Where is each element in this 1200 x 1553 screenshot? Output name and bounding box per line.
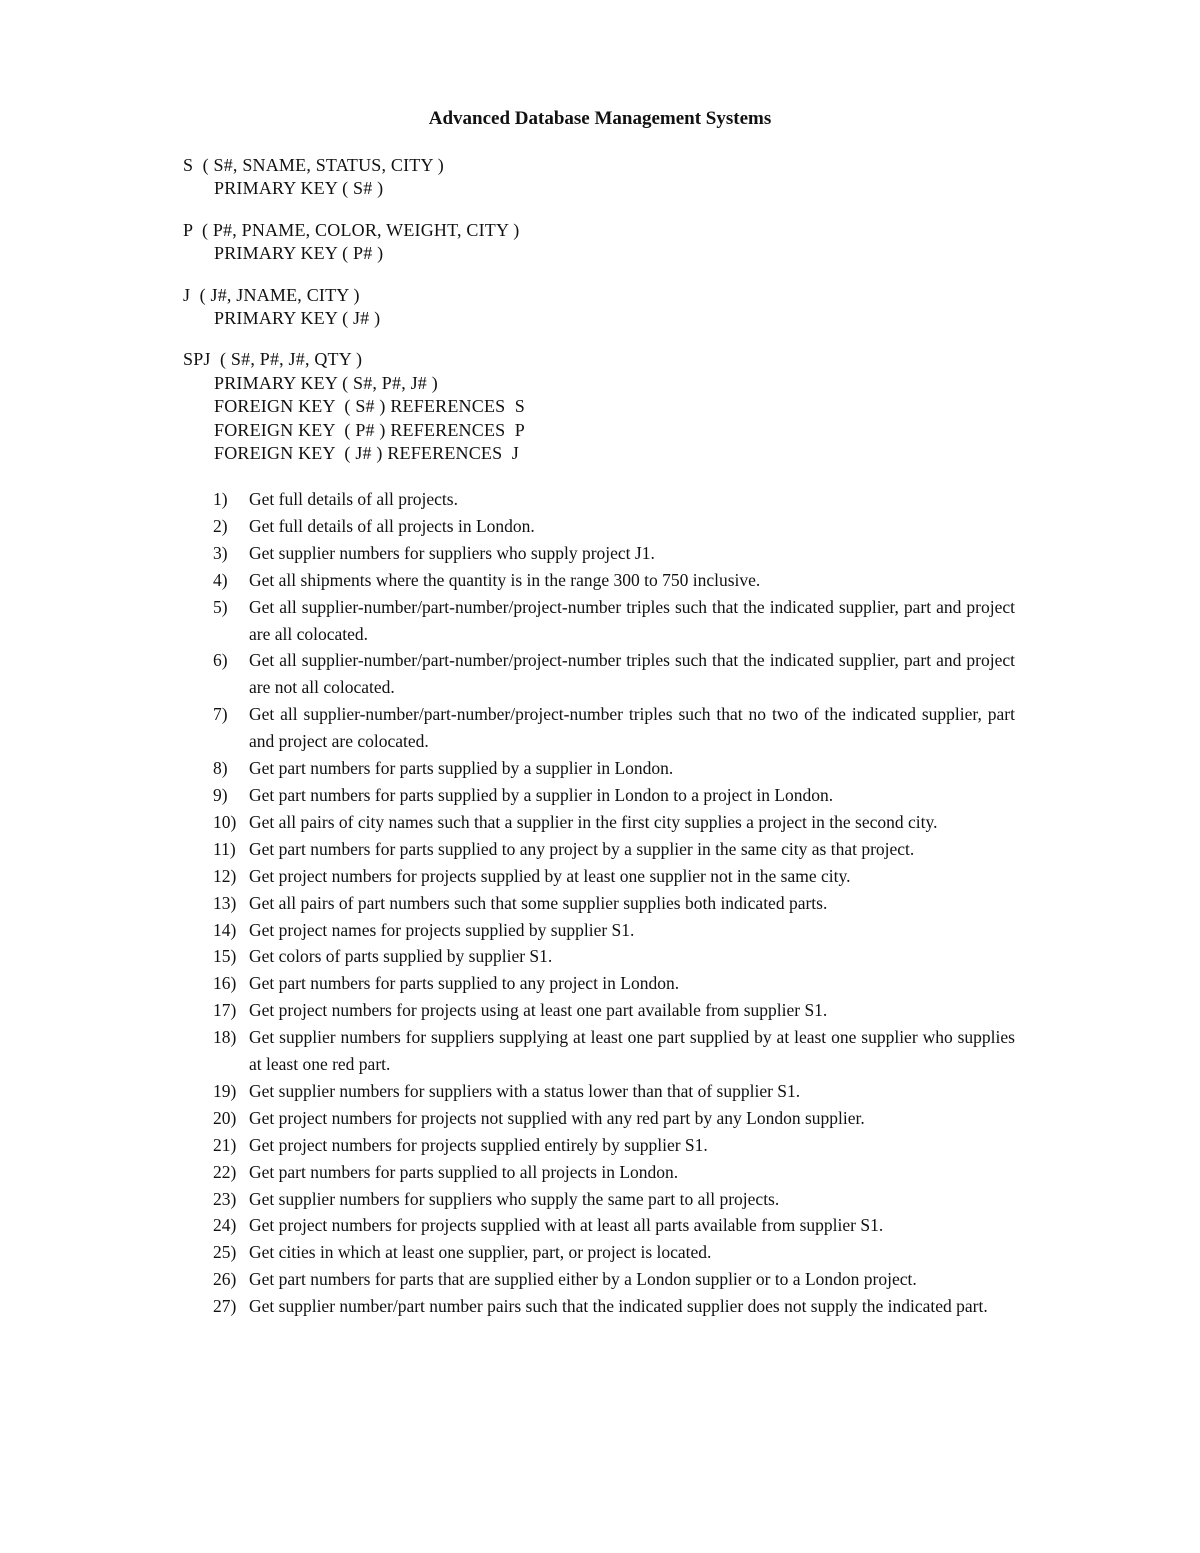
question-text: Get full details of all projects in London.: [249, 515, 535, 536]
question-item: [213, 997, 1015, 1024]
question-number: 25): [213, 1242, 237, 1263]
question-text: Get supplier numbers for suppliers supplying at least one part supplied by at least one supplier who supplies at least one red part.: [249, 1027, 1015, 1075]
relation-block: [183, 219, 883, 266]
question-number: 23): [213, 1188, 237, 1209]
question-text: Get full details of all projects.: [249, 489, 458, 509]
question-number: 9): [213, 784, 228, 805]
question-item: [213, 513, 1015, 540]
key-constraint: PRIMARY KEY ( S#, P#, J# ): [214, 372, 438, 393]
question-text: Get supplier numbers for suppliers who supply project J1.: [249, 542, 655, 563]
question-number: 16): [213, 973, 237, 994]
question-text: Get colors of parts supplied by supplier S1.: [249, 946, 553, 967]
schema-definitions: [183, 154, 883, 483]
question-item: [213, 1239, 1015, 1266]
key-constraint: FOREIGN KEY ( P# ) REFERENCES P: [214, 419, 525, 440]
relation-header: SPJ ( S#, P#, J#, QTY ): [183, 349, 363, 370]
question-item: [213, 836, 1015, 863]
key-constraint: FOREIGN KEY ( S# ) REFERENCES S: [214, 396, 525, 417]
relation-header: S ( S#, SNAME, STATUS, CITY ): [183, 155, 444, 175]
question-number: 8): [213, 758, 228, 779]
question-number: 19): [213, 1080, 237, 1101]
question-number: 11): [213, 838, 236, 859]
question-number: 5): [213, 596, 228, 617]
question-number: 13): [213, 892, 237, 913]
relation-header: P ( P#, PNAME, COLOR, WEIGHT, CITY ): [183, 219, 520, 240]
question-number: 7): [213, 704, 228, 725]
question-text: Get supplier numbers for suppliers who supply the same part to all projects.: [249, 1188, 780, 1209]
question-item: [213, 917, 1015, 944]
question-item: [213, 1293, 1015, 1320]
relation-header: J ( J#, JNAME, CITY ): [183, 284, 360, 305]
relation-block: [183, 348, 883, 465]
question-number: 14): [213, 919, 237, 940]
question-number: 4): [213, 569, 228, 590]
key-constraint: FOREIGN KEY ( J# ) REFERENCES J: [214, 442, 519, 463]
question-number: 12): [213, 865, 237, 886]
question-text: Get all supplier-number/part-number/project-number triples such that the indicated supplier, part and project are all colocated.: [249, 596, 1015, 644]
question-text: Get part numbers for parts supplied to any project by a supplier in the same city as that project.: [249, 838, 915, 859]
question-text: Get all shipments where the quantity is in the range 300 to 750 inclusive.: [249, 569, 761, 590]
question-text: Get all pairs of part numbers such that some supplier supplies both indicated parts.: [249, 892, 828, 913]
question-item: [213, 594, 1015, 648]
question-number: 24): [213, 1215, 237, 1236]
question-number: 3): [213, 542, 228, 563]
question-item: [213, 863, 1015, 890]
question-text: Get part numbers for parts supplied by a supplier in London.: [249, 758, 674, 779]
relation-block: [183, 284, 883, 331]
question-item: [213, 1266, 1015, 1293]
question-item: [213, 701, 1015, 755]
question-number: 26): [213, 1269, 237, 1290]
question-text: Get project numbers for projects supplied entirely by supplier S1.: [249, 1134, 708, 1155]
key-constraint: PRIMARY KEY ( J# ): [214, 307, 381, 328]
relation-block: [183, 154, 883, 201]
question-item: [213, 647, 1015, 701]
question-item: [213, 782, 1015, 809]
question-item: [213, 486, 1015, 513]
question-text: Get part numbers for parts supplied to any project in London.: [249, 973, 680, 994]
question-text: Get supplier number/part number pairs such that the indicated supplier does not supply the indicated part.: [249, 1296, 988, 1317]
question-text: Get all supplier-number/part-number/project-number triples such that the indicated supplier, part and project are not all colocated.: [249, 650, 1015, 698]
question-item: [213, 1078, 1015, 1105]
question-text: Get part numbers for parts that are supplied either by a London supplier or to a London project.: [249, 1269, 917, 1290]
question-number: 18): [213, 1027, 237, 1048]
question-text: Get cities in which at least one supplier, part, or project is located.: [249, 1242, 712, 1263]
question-text: Get part numbers for parts supplied to all projects in London.: [249, 1161, 679, 1182]
question-number: 10): [213, 811, 237, 832]
question-number: 27): [213, 1296, 237, 1317]
question-item: [213, 1186, 1015, 1213]
question-item: [213, 943, 1015, 970]
question-item: [213, 1212, 1015, 1239]
question-item: [213, 567, 1015, 594]
question-number: 17): [213, 1000, 237, 1021]
question-number: 15): [213, 946, 237, 967]
key-constraint: PRIMARY KEY ( S# ): [214, 178, 384, 199]
question-text: Get project names for projects supplied by supplier S1.: [249, 919, 635, 940]
question-number: 20): [213, 1107, 237, 1128]
question-item: [213, 970, 1015, 997]
question-text: Get all supplier-number/part-number/project-number triples such that no two of the indicated supplier, part and project are colocated.: [249, 704, 1015, 752]
question-item: [213, 890, 1015, 917]
question-text: Get project numbers for projects using at least one part available from supplier S1.: [249, 1000, 828, 1021]
question-text: Get project numbers for projects supplied by at least one supplier not in the same city.: [249, 865, 851, 886]
key-constraint: PRIMARY KEY ( P# ): [214, 243, 384, 264]
question-number: 21): [213, 1134, 237, 1155]
question-text: Get project numbers for projects supplied with at least all parts available from supplier S1.: [249, 1215, 884, 1236]
question-item: [213, 1105, 1015, 1132]
question-number: 22): [213, 1161, 237, 1182]
question-text: Get all pairs of city names such that a supplier in the first city supplies a project in the second city.: [249, 811, 938, 832]
question-item: [213, 755, 1015, 782]
question-text: Get part numbers for parts supplied by a supplier in London to a project in London.: [249, 784, 834, 805]
question-item: [213, 809, 1015, 836]
document-title: Advanced Database Management Systems: [428, 108, 772, 129]
question-number: 2): [213, 515, 228, 536]
question-item: [213, 1132, 1015, 1159]
question-number: 6): [213, 650, 228, 671]
question-item: [213, 540, 1015, 567]
question-item: [213, 1024, 1015, 1078]
question-item: [213, 1159, 1015, 1186]
question-number: 1): [213, 489, 228, 509]
question-list: [213, 486, 1015, 1320]
question-text: Get project numbers for projects not supplied with any red part by any London supplier.: [249, 1107, 865, 1128]
question-text: Get supplier numbers for suppliers with a status lower than that of supplier S1.: [249, 1080, 801, 1101]
